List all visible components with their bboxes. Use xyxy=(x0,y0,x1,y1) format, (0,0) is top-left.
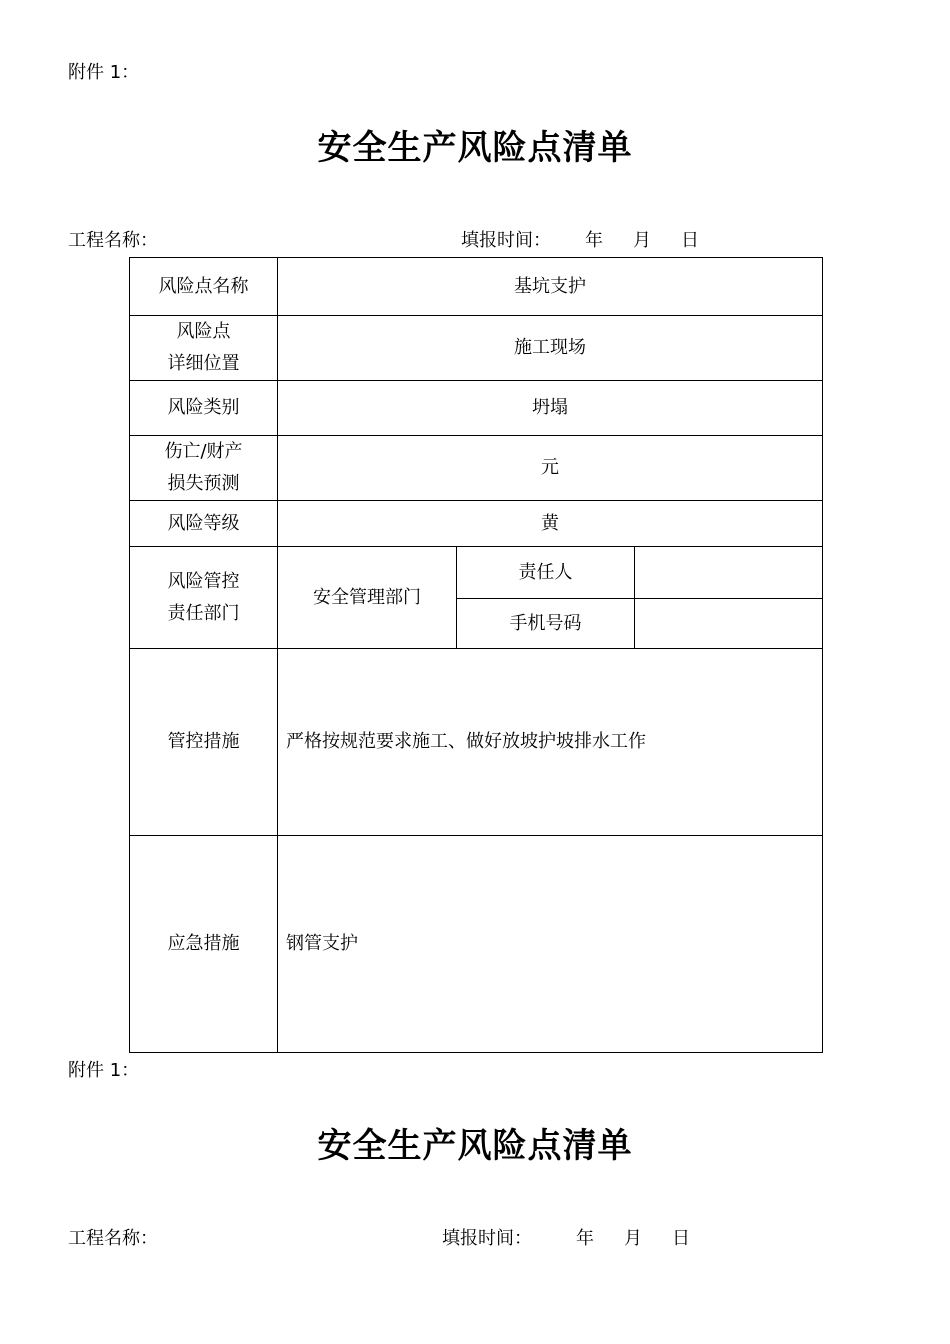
date-year-label: 年 xyxy=(576,1228,594,1249)
table-row xyxy=(130,258,823,316)
level-label: 风险等级 xyxy=(130,501,278,547)
loss-label-line-2: 损失预测 xyxy=(167,473,240,494)
loss-value: 元 xyxy=(278,436,823,501)
attachment-label: 附件 1： xyxy=(68,1060,140,1081)
loss-label-line-1: 伤亡/财产 xyxy=(164,441,243,462)
phone-label: 手机号码 xyxy=(457,599,635,649)
attachment-label: 附件 1： xyxy=(68,62,140,83)
responsible-value xyxy=(635,547,823,599)
date-day-label: 日 xyxy=(681,230,699,251)
category-label: 风险类别 xyxy=(130,381,278,436)
table-row xyxy=(130,547,823,599)
location-label xyxy=(130,316,278,381)
responsible-label: 责任人 xyxy=(457,547,635,599)
control-value: 严格按规范要求施工、做好放坡护坡排水工作 xyxy=(278,649,823,836)
date-day-label: 日 xyxy=(672,1228,690,1249)
risk-point-table xyxy=(129,257,823,1053)
dept-label xyxy=(130,547,278,649)
loss-label xyxy=(130,436,278,501)
level-value: 黄 xyxy=(278,501,823,547)
table-row xyxy=(130,649,823,836)
emergency-value: 钢管支护 xyxy=(278,836,823,1053)
risk-name-label: 风险点名称 xyxy=(130,258,278,316)
location-label-line-2: 详细位置 xyxy=(167,353,240,374)
document-title: 安全生产风险点清单 xyxy=(317,1126,633,1166)
table-row xyxy=(130,836,823,1053)
control-label: 管控措施 xyxy=(130,649,278,836)
date-month-label: 月 xyxy=(633,230,651,251)
dept-label-line-2: 责任部门 xyxy=(167,602,240,624)
emergency-label: 应急措施 xyxy=(130,836,278,1053)
table-row xyxy=(130,316,823,381)
location-value: 施工现场 xyxy=(278,316,823,381)
table-row xyxy=(130,436,823,501)
table-row xyxy=(130,381,823,436)
date-year-label: 年 xyxy=(585,230,603,251)
dept-label-line-1: 风险管控 xyxy=(167,570,240,592)
project-name-label: 工程名称： xyxy=(68,230,158,251)
risk-name-value: 基坑支护 xyxy=(278,258,823,316)
document-title: 安全生产风险点清单 xyxy=(317,128,633,168)
report-time-label: 填报时间： xyxy=(461,230,551,251)
project-name-label: 工程名称： xyxy=(68,1228,158,1249)
category-value: 坍塌 xyxy=(278,381,823,436)
dept-value: 安全管理部门 xyxy=(278,547,457,649)
date-month-label: 月 xyxy=(624,1228,642,1249)
report-time-label: 填报时间： xyxy=(442,1228,532,1249)
phone-value xyxy=(635,599,823,649)
location-label-line-1: 风险点 xyxy=(176,321,231,342)
table-row xyxy=(130,501,823,547)
